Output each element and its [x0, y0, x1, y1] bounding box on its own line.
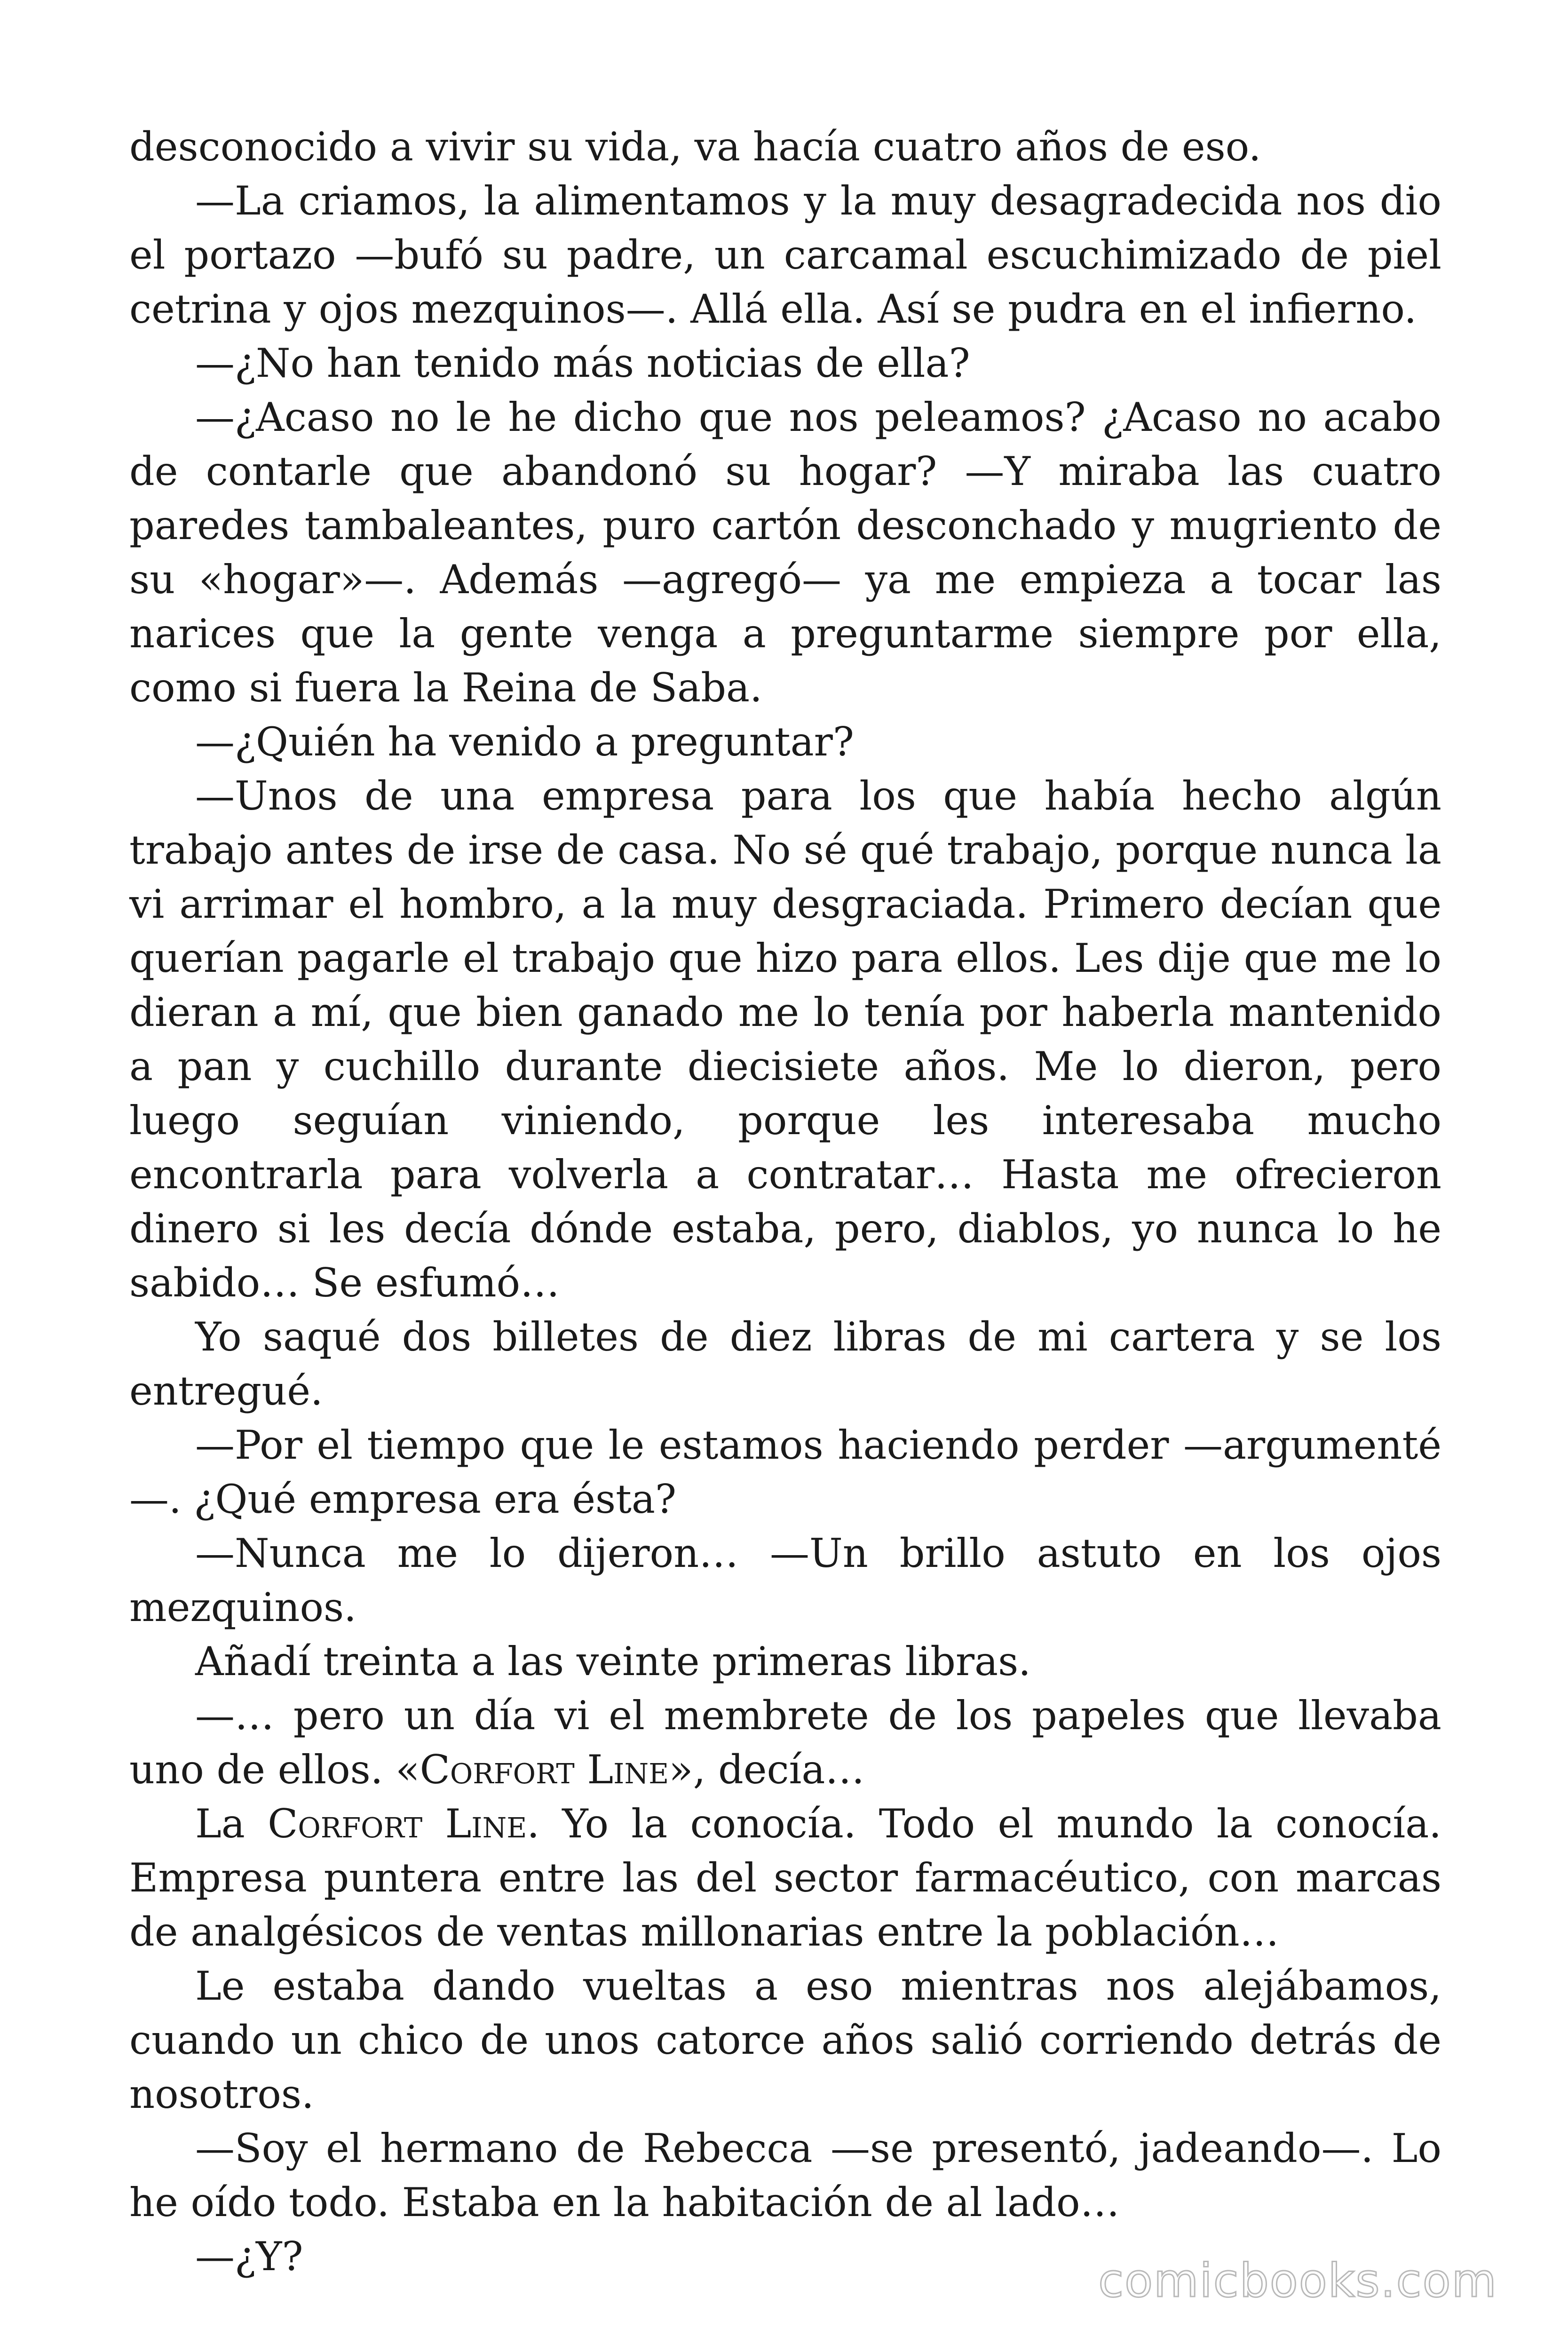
paragraph-3: —¿No han tenido más noticias de ella?	[195, 340, 970, 386]
paragraph-15-before: —¿	[195, 2233, 256, 2280]
paragraph-11-before: —… pero un día vi el membrete de los papeles que llevaba uno de ellos. «	[129, 1692, 1441, 1793]
paragraph-8: —Por el tiempo que le estamos haciendo perder —argumenté—. ¿Qué empresa era ésta?	[129, 1422, 1441, 1522]
site-watermark: comicbooks.com	[1098, 2254, 1497, 2308]
paragraph-15-after: ?	[282, 2233, 303, 2280]
paragraph-13: Le estaba dando vueltas a eso mientras nos alejábamos, cuando un chico de unos catorce años salió corriendo detrás de nosotros.	[129, 1963, 1441, 2117]
paragraph-12	[129, 1797, 1441, 1959]
paragraph-5: —¿Quién ha venido a preguntar?	[195, 719, 854, 765]
book-page	[129, 120, 1441, 2284]
paragraph-9: —Nunca me lo dijeron… —Un brillo astuto en los ojos mezquinos.	[129, 1530, 1441, 1630]
paragraph-6: —Unos de una empresa para los que había hecho algún trabajo antes de irse de casa. No sé qué trabajo, porque nunca la vi arrimar el hombro, a la muy desgraciada. Primero decían que querían pagarle el trabajo que hizo para ellos. Les dije que me lo dieran a mí, que bien ganado me lo tenía por haberla mantenido a pan y cuchillo durante diecisiete años. Me lo dieron, pero luego seguían viniendo, porque les interesaba mucho encontrarla para volverla a contratar… Hasta me ofrecieron dinero si les decía dónde estaba, pero, diablos, yo nunca lo he sabido… Se esfumó…	[129, 773, 1441, 1306]
company-name: Corfort Line	[420, 1747, 669, 1793]
paragraph-1: desconocido a vivir su vida, va hacía cuatro años de eso.	[129, 124, 1261, 170]
paragraph-12-before: La	[195, 1801, 268, 1847]
paragraph-12-after: . Yo la conocía. Todo el mundo la conocía. Empresa puntera entre las del sector farmacéutico, con marcas de analgésicos de ventas millonarias entre la población…	[129, 1801, 1441, 1955]
paragraph-2: —La criamos, la alimentamos y la muy desagradecida nos dio el portazo —bufó su padre, un carcamal escuchimizado de piel cetrina y ojos mezquinos—. Allá ella. Así se pudra en el infierno.	[129, 178, 1441, 332]
paragraph-10: Añadí treinta a las veinte primeras libras.	[195, 1638, 1031, 1685]
paragraph-11-after: », decía…	[669, 1747, 865, 1793]
paragraph-15-smallcaps: Y	[256, 2233, 282, 2280]
paragraph-4: —¿Acaso no le he dicho que nos peleamos? ¿Acaso no acabo de contarle que abandonó su hogar? —Y miraba las cuatro paredes tambaleantes, puro cartón desconchado y mugriento de su «hogar»—. Además —agregó— ya me empieza a tocar las narices que la gente venga a preguntarme siempre por ella, como si fuera la Reina de Saba.	[129, 394, 1441, 711]
paragraph-14: —Soy el hermano de Rebecca —se presentó, jadeando—. Lo he oído todo. Estaba en la habitación de al lado…	[129, 2125, 1441, 2225]
paragraph-11	[129, 1689, 1441, 1797]
company-name: Corfort Line	[268, 1801, 527, 1847]
paragraph-7: Yo saqué dos billetes de diez libras de mi cartera y se los entregué.	[129, 1314, 1441, 1414]
